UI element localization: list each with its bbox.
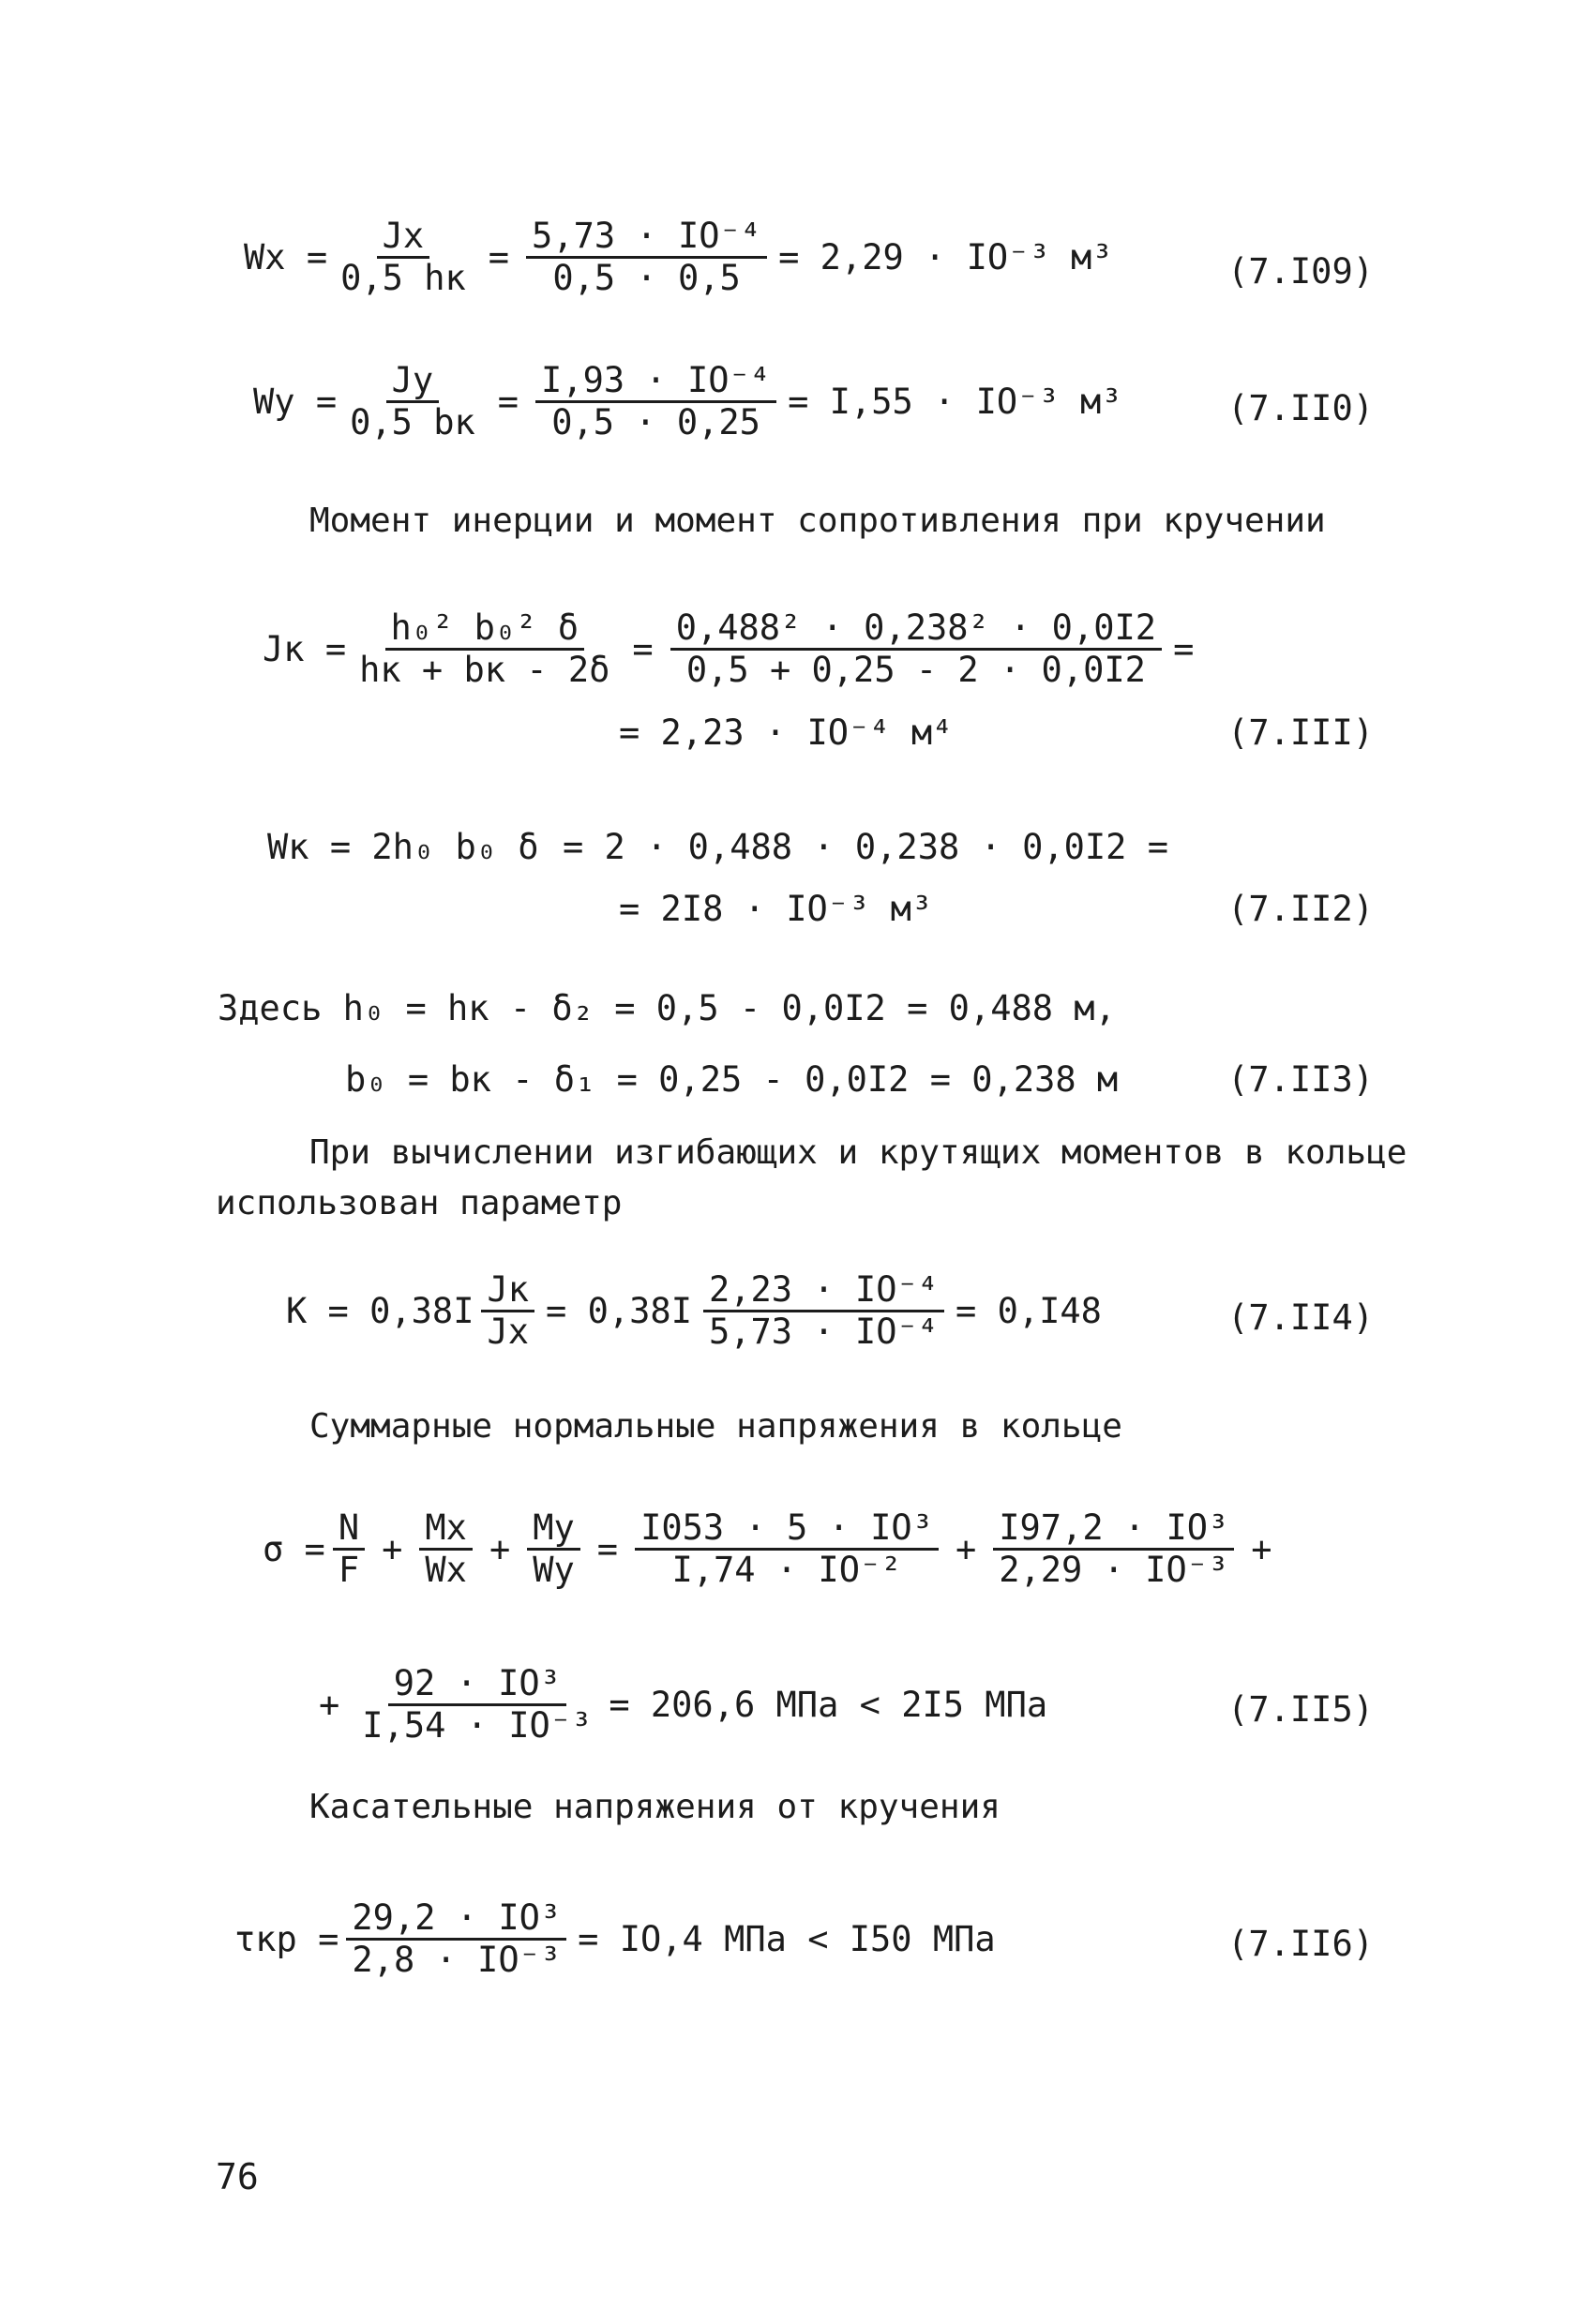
fraction: $\frac{\text{2,23 · IO⁻⁴}}{\text{5,73 · IO⁻⁴}}$ [703,1271,944,1351]
heading-normal-stress: Суммарные нормальные напряжения в кольце [309,1407,1122,1446]
equation-number: (7.II5) [1227,1689,1374,1730]
equation-7-112-rhs: = 2 · 0,488 · 0,238 · 0,0I2 = [563,827,1169,867]
fraction: $\frac{My}{Wy}$ [527,1509,580,1589]
equation-7-110: Wy = $\frac{Jy}{0,5 bк}$ = $\frac{\text{I,93 · IO⁻⁴}}{0,5 \cdot 0,25}$ = I,55 · IO⁻³ м³ [253,360,1122,442]
equation-7-112-lhs: Wк = 2h₀ b₀ δ [267,827,539,867]
equation-7-113-line1: Здесь h₀ = hк - δ₂ = 0,5 - 0,0I2 = 0,488 м, [218,988,1116,1028]
equation-number: (7.II3) [1227,1059,1374,1100]
fraction: $\frac{Jy}{0,5 bк}$ [350,360,475,442]
equation-number: (7.I09) [1227,251,1374,292]
fraction: $\frac{\text{I97,2 · IO³}}{\text{2,29 · IO⁻³}}$ [993,1509,1234,1589]
fraction: $\frac{\text{0,488² · 0,238² · 0,0I2}}{0,5 + 0,25 - 2 \cdot 0,0I2}$ [670,609,1162,689]
equation-number: (7.II2) [1227,889,1374,929]
paragraph-line-1: При вычислении изгибающих и крутящих моментов в кольце [309,1133,1407,1172]
fraction: $\frac{Jк}{Jx}$ [481,1271,534,1351]
equation-7-109: Wx = $\frac{Jx}{0,5 hк}$ = $\frac{\text{5,73 · IO⁻⁴}}{0,5 \cdot 0,5}$ = 2,29 · IO⁻³ м³ [244,216,1113,298]
equation-number: (7.III) [1227,712,1374,753]
equation-number: (7.II0) [1227,388,1374,428]
fraction: $\frac{\text{5,73 · IO⁻⁴}}{0,5 \cdot 0,5}$ [526,217,767,297]
equation-continuation: = 2,23 · IO⁻⁴ м⁴ [619,712,954,753]
fraction: $\frac{Jx}{0,5 hк}$ [340,216,466,298]
fraction: $\frac{\text{92 · IO³}}{\text{I,54 · IO⁻³}}$ [362,1663,593,1746]
eq-lhs: Wx = [244,237,328,277]
equation-number: (7.II4) [1227,1297,1374,1338]
equation-7-113-line2: b₀ = bк - δ₁ = 0,25 - 0,0I2 = 0,238 м [345,1059,1119,1100]
fraction: $\frac{\text{29,2 · IO³}}{\text{2,8 · IO⁻³}}$ [346,1899,566,1979]
equation-continuation: = 2I8 · IO⁻³ м³ [619,889,933,929]
heading-shear-stress: Касательные напряжения от кручения [309,1788,1001,1826]
fraction: $\frac{\text{I,93 · IO⁻⁴}}{0,5 \cdot 0,25}$ [535,362,776,442]
equation-7-111: Jк = $\frac{\text{h₀² b₀² δ}}{hк + bк - 2\delta}$ = $\frac{\text{0,488² · 0,238² · 0,0I2}}{0,5 + 0,25 - 2 \cdot 0,0I2}$ = [263,607,1195,690]
fraction: $\frac{N}{F}$ [333,1509,365,1589]
equation-number: (7.II6) [1227,1924,1374,1964]
heading-torsion: Момент инерции и момент сопротивления при кручении [309,502,1326,540]
fraction: $\frac{\text{h₀² b₀² δ}}{hк + bк - 2\delta}$ [359,607,610,690]
fraction: $\frac{Mx}{Wx}$ [419,1509,473,1589]
page-number: 76 [216,2156,259,2197]
equation-7-115-line2: + $\frac{\text{92 · IO³}}{\text{I,54 · IO⁻³}}$ = 206,6 МПа < 2I5 МПа [319,1663,1048,1746]
paragraph-line-2: использован параметр [216,1184,623,1222]
equation-7-115-line1: σ = $\frac{N}{F}$ + $\frac{Mx}{Wx}$ + $\frac{My}{Wy}$ = $\frac{\text{I053 · 5 · IO³}}{\text{I,74 · IO⁻²}}$ + $\frac{\text{I97,2 · IO³}}{\text{2,29 · IO⁻³}}$ + [263,1507,1272,1590]
equation-7-116: τкр = $\frac{\text{29,2 · IO³}}{\text{2,8 · IO⁻³}}$ = IO,4 МПа < I50 МПа [234,1897,996,1980]
equation-7-114: K = 0,38I $\frac{Jк}{Jx}$ = 0,38I $\frac{\text{2,23 · IO⁻⁴}}{\text{5,73 · IO⁻⁴}}$ = 0,I48 [286,1269,1102,1352]
fraction: $\frac{\text{I053 · 5 · IO³}}{\text{I,74 · IO⁻²}}$ [635,1509,939,1589]
